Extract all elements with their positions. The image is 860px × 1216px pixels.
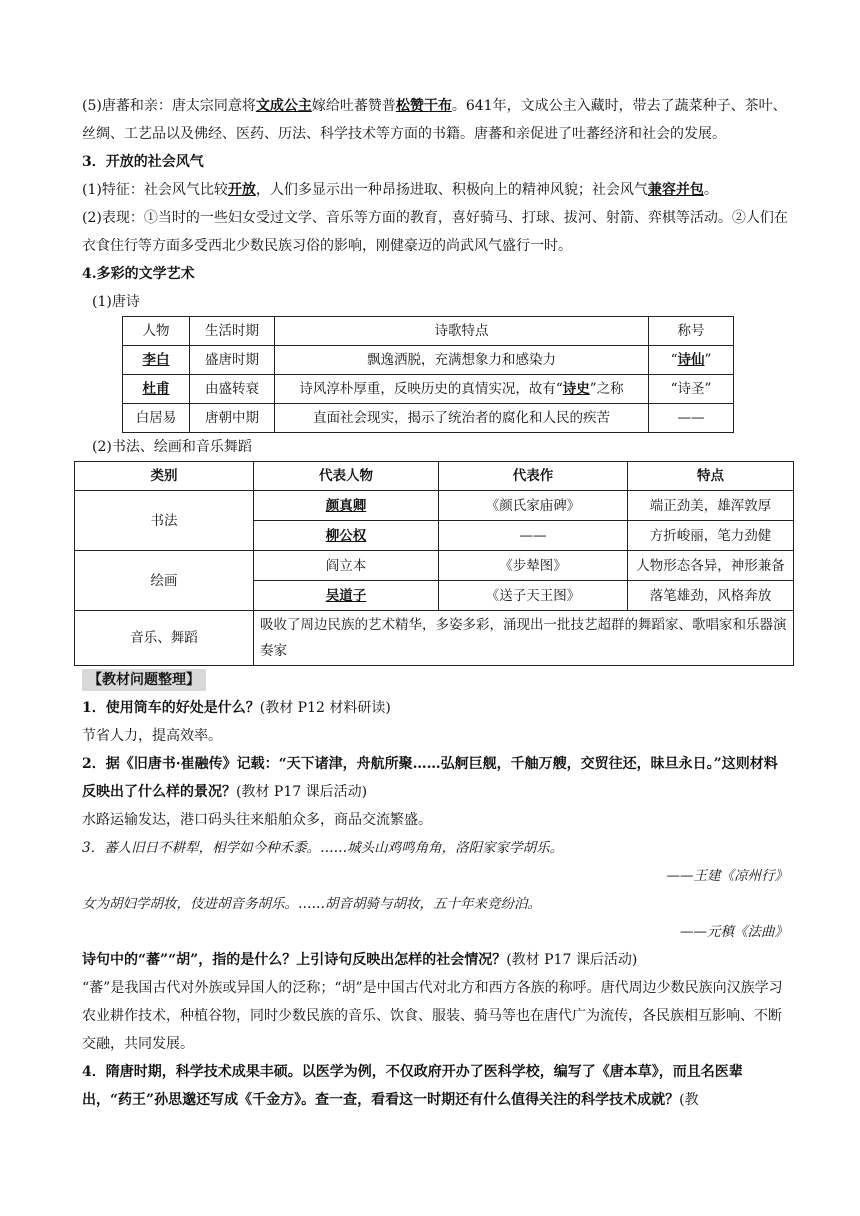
table-row xyxy=(75,491,794,521)
question-2 xyxy=(82,750,788,806)
keyword-wencheng: 文成公主 xyxy=(255,98,312,114)
table-row xyxy=(123,346,734,375)
feature-text: 诗风淳朴厚重，反映历史的真情实况，故有“ xyxy=(299,381,563,397)
poet-name: 白居易 xyxy=(123,404,190,433)
music-description: 吸收了周边民族的艺术精华，多姿多彩，涌现出一批技艺超群的舞蹈家、歌唱家和乐器演奏家 xyxy=(254,611,794,666)
artwork: 《送子天王图》 xyxy=(439,581,628,611)
artist-name: 阎立本 xyxy=(254,551,439,581)
poet-feature: 直面社会现实，揭示了统治者的腐化和人民的疾苦 xyxy=(275,404,649,433)
column-header: 诗歌特点 xyxy=(275,317,649,346)
category-cell: 音乐、舞蹈 xyxy=(75,611,254,666)
poem-1: 3．蕃人旧日不耕犁，相学如今种禾黍。……城头山鸡鸣角角，洛阳家家学胡乐。 xyxy=(82,840,564,856)
poet-feature xyxy=(275,375,649,404)
artist-name: 吴道子 xyxy=(254,581,439,611)
quote-close: ” xyxy=(704,352,712,368)
poetry-table xyxy=(122,316,734,433)
column-header: 生活时期 xyxy=(190,317,275,346)
question-source: (教材 P12 材料研读) xyxy=(259,700,391,716)
feature-text-end: ”之称 xyxy=(589,381,624,397)
p1-text: (1)特征：社会风气比较 xyxy=(82,182,228,198)
question-text: 诗句中的“蕃”“胡”，指的是什么？上引诗句反映出怎样的社会情况？ xyxy=(82,952,507,968)
art-feature: 方折峻丽，笔力劲健 xyxy=(628,521,794,551)
keyword-shishi: 诗史 xyxy=(562,381,590,397)
question-1 xyxy=(82,694,788,722)
poet-period: 由盛转衰 xyxy=(190,375,275,404)
quote-open: “ xyxy=(670,352,678,368)
category-cell: 书法 xyxy=(75,491,254,551)
poem-2: 女为胡妇学胡妆，伎进胡音务胡乐。……胡音胡骑与胡妆，五十年来竞纷泊。 xyxy=(82,896,541,912)
table-row xyxy=(123,375,734,404)
poet-feature: 飘逸洒脱，充满想象力和感染力 xyxy=(275,346,649,375)
poet-period: 盛唐时期 xyxy=(190,346,275,375)
answer-3: “蕃”是我国古代对外族或异国人的泛称；“胡”是中国古代对北方和西方各族的称呼。唐代周边少数民族向汉族学习农业耕作技术，种植谷物，同时少数民族的音乐、饮食、服装、骑马等也在唐代广为流传，各民族相互影响、不断交融，共同发展。 xyxy=(82,980,783,1052)
section3-heading: 3．开放的社会风气 xyxy=(82,154,204,170)
section-tag: 【教材问题整理】 xyxy=(82,669,206,691)
heqin-paragraph xyxy=(82,92,788,148)
table-header-row xyxy=(123,317,734,346)
keyword-songzan: 松赞干布 xyxy=(395,98,452,114)
answer-1: 节省人力，提高效率。 xyxy=(82,728,222,744)
table-header-row xyxy=(75,462,794,491)
question-source: (教 xyxy=(679,1092,699,1108)
section4-heading: 4.多彩的文学艺术 xyxy=(82,266,195,282)
artwork: —— xyxy=(439,521,628,551)
art-table xyxy=(74,461,794,666)
poetry-label: (1)唐诗 xyxy=(92,294,140,310)
heqin-text-mid: 嫁给吐蕃赞普 xyxy=(311,98,396,114)
question-3 xyxy=(82,946,788,974)
category-cell: 绘画 xyxy=(75,551,254,611)
poet-title: —— xyxy=(649,404,734,433)
p1-text-mid: ，人们多显示出一种昂扬进取、积极向上的精神风貌；社会风气 xyxy=(255,182,648,198)
poet-period: 唐朝中期 xyxy=(190,404,275,433)
column-header: 代表作 xyxy=(439,462,628,491)
question-text: 2．据《旧唐书·崔融传》记载：“天下诸津，舟航所聚……弘舸巨舰，千舳万艘，交贸往还，昧旦永日。”这则材料反映出了什么样的景况？ xyxy=(82,756,778,800)
column-header: 称号 xyxy=(649,317,734,346)
poet-title xyxy=(649,346,734,375)
question-source: (教材 P17 课后活动) xyxy=(236,784,368,800)
section3-p2: (2)表现：①当时的一些妇女受过文学、音乐等方面的教育，喜好骑马、打球、拔河、射箭、弈棋等活动。②人们在衣食住行等方面多受西北少数民族习俗的影响，刚健豪迈的尚武风气盛行一时。 xyxy=(82,210,788,254)
poet-name: 杜甫 xyxy=(123,375,190,404)
artist-name: 颜真卿 xyxy=(254,491,439,521)
poem-1-attribution: ——王建《凉州行》 xyxy=(666,868,788,884)
poet-title: “诗圣” xyxy=(649,375,734,404)
question-source: (教材 P17 课后活动) xyxy=(506,952,638,968)
column-header: 代表人物 xyxy=(254,462,439,491)
p1-text-end: 。 xyxy=(703,182,718,198)
keyword-open: 开放 xyxy=(227,182,256,198)
heqin-text-rest: 。641年，文成公主入藏时，带去了蔬菜种子、茶叶、丝绸、工艺品以及佛经、医药、历法、科学技术等方面的书籍。唐蕃和亲促进了吐蕃经济和社会的发展。 xyxy=(82,98,787,142)
section3-p1 xyxy=(82,176,788,204)
document-page xyxy=(82,92,788,1114)
poem-2-attribution: ——元稹《法曲》 xyxy=(680,924,788,940)
question-4 xyxy=(82,1058,788,1114)
column-header: 人物 xyxy=(123,317,190,346)
art-feature: 人物形态各异，神形兼备 xyxy=(628,551,794,581)
artwork: 《颜氏家庙碑》 xyxy=(439,491,628,521)
poet-name: 李白 xyxy=(123,346,190,375)
art-feature: 落笔雄劲，风格奔放 xyxy=(628,581,794,611)
heqin-text: (5)唐蕃和亲：唐太宗同意将 xyxy=(82,98,256,114)
keyword-shixian: 诗仙 xyxy=(677,352,705,368)
keyword-inclusive: 兼容并包 xyxy=(647,182,704,198)
artist-name: 柳公权 xyxy=(254,521,439,551)
art-label: (2)书法、绘画和音乐舞蹈 xyxy=(92,439,252,455)
column-header: 特点 xyxy=(628,462,794,491)
artwork: 《步辇图》 xyxy=(439,551,628,581)
table-row xyxy=(75,611,794,666)
table-row xyxy=(75,551,794,581)
column-header: 类别 xyxy=(75,462,254,491)
table-row xyxy=(123,404,734,433)
question-text: 1．使用筒车的好处是什么？ xyxy=(82,700,260,716)
question-text: 4．隋唐时期，科学技术成果丰硕。以医学为例，不仅政府开办了医科学校，编写了《唐本草》，而且名医辈出，“药王”孙思邈还写成《千金方》。查一查，看看这一时期还有什么值得关注的科学技术成就？ xyxy=(82,1064,743,1108)
answer-2: 水路运输发达，港口码头往来船舶众多，商品交流繁盛。 xyxy=(82,812,432,828)
art-feature: 端正劲美，雄浑敦厚 xyxy=(628,491,794,521)
